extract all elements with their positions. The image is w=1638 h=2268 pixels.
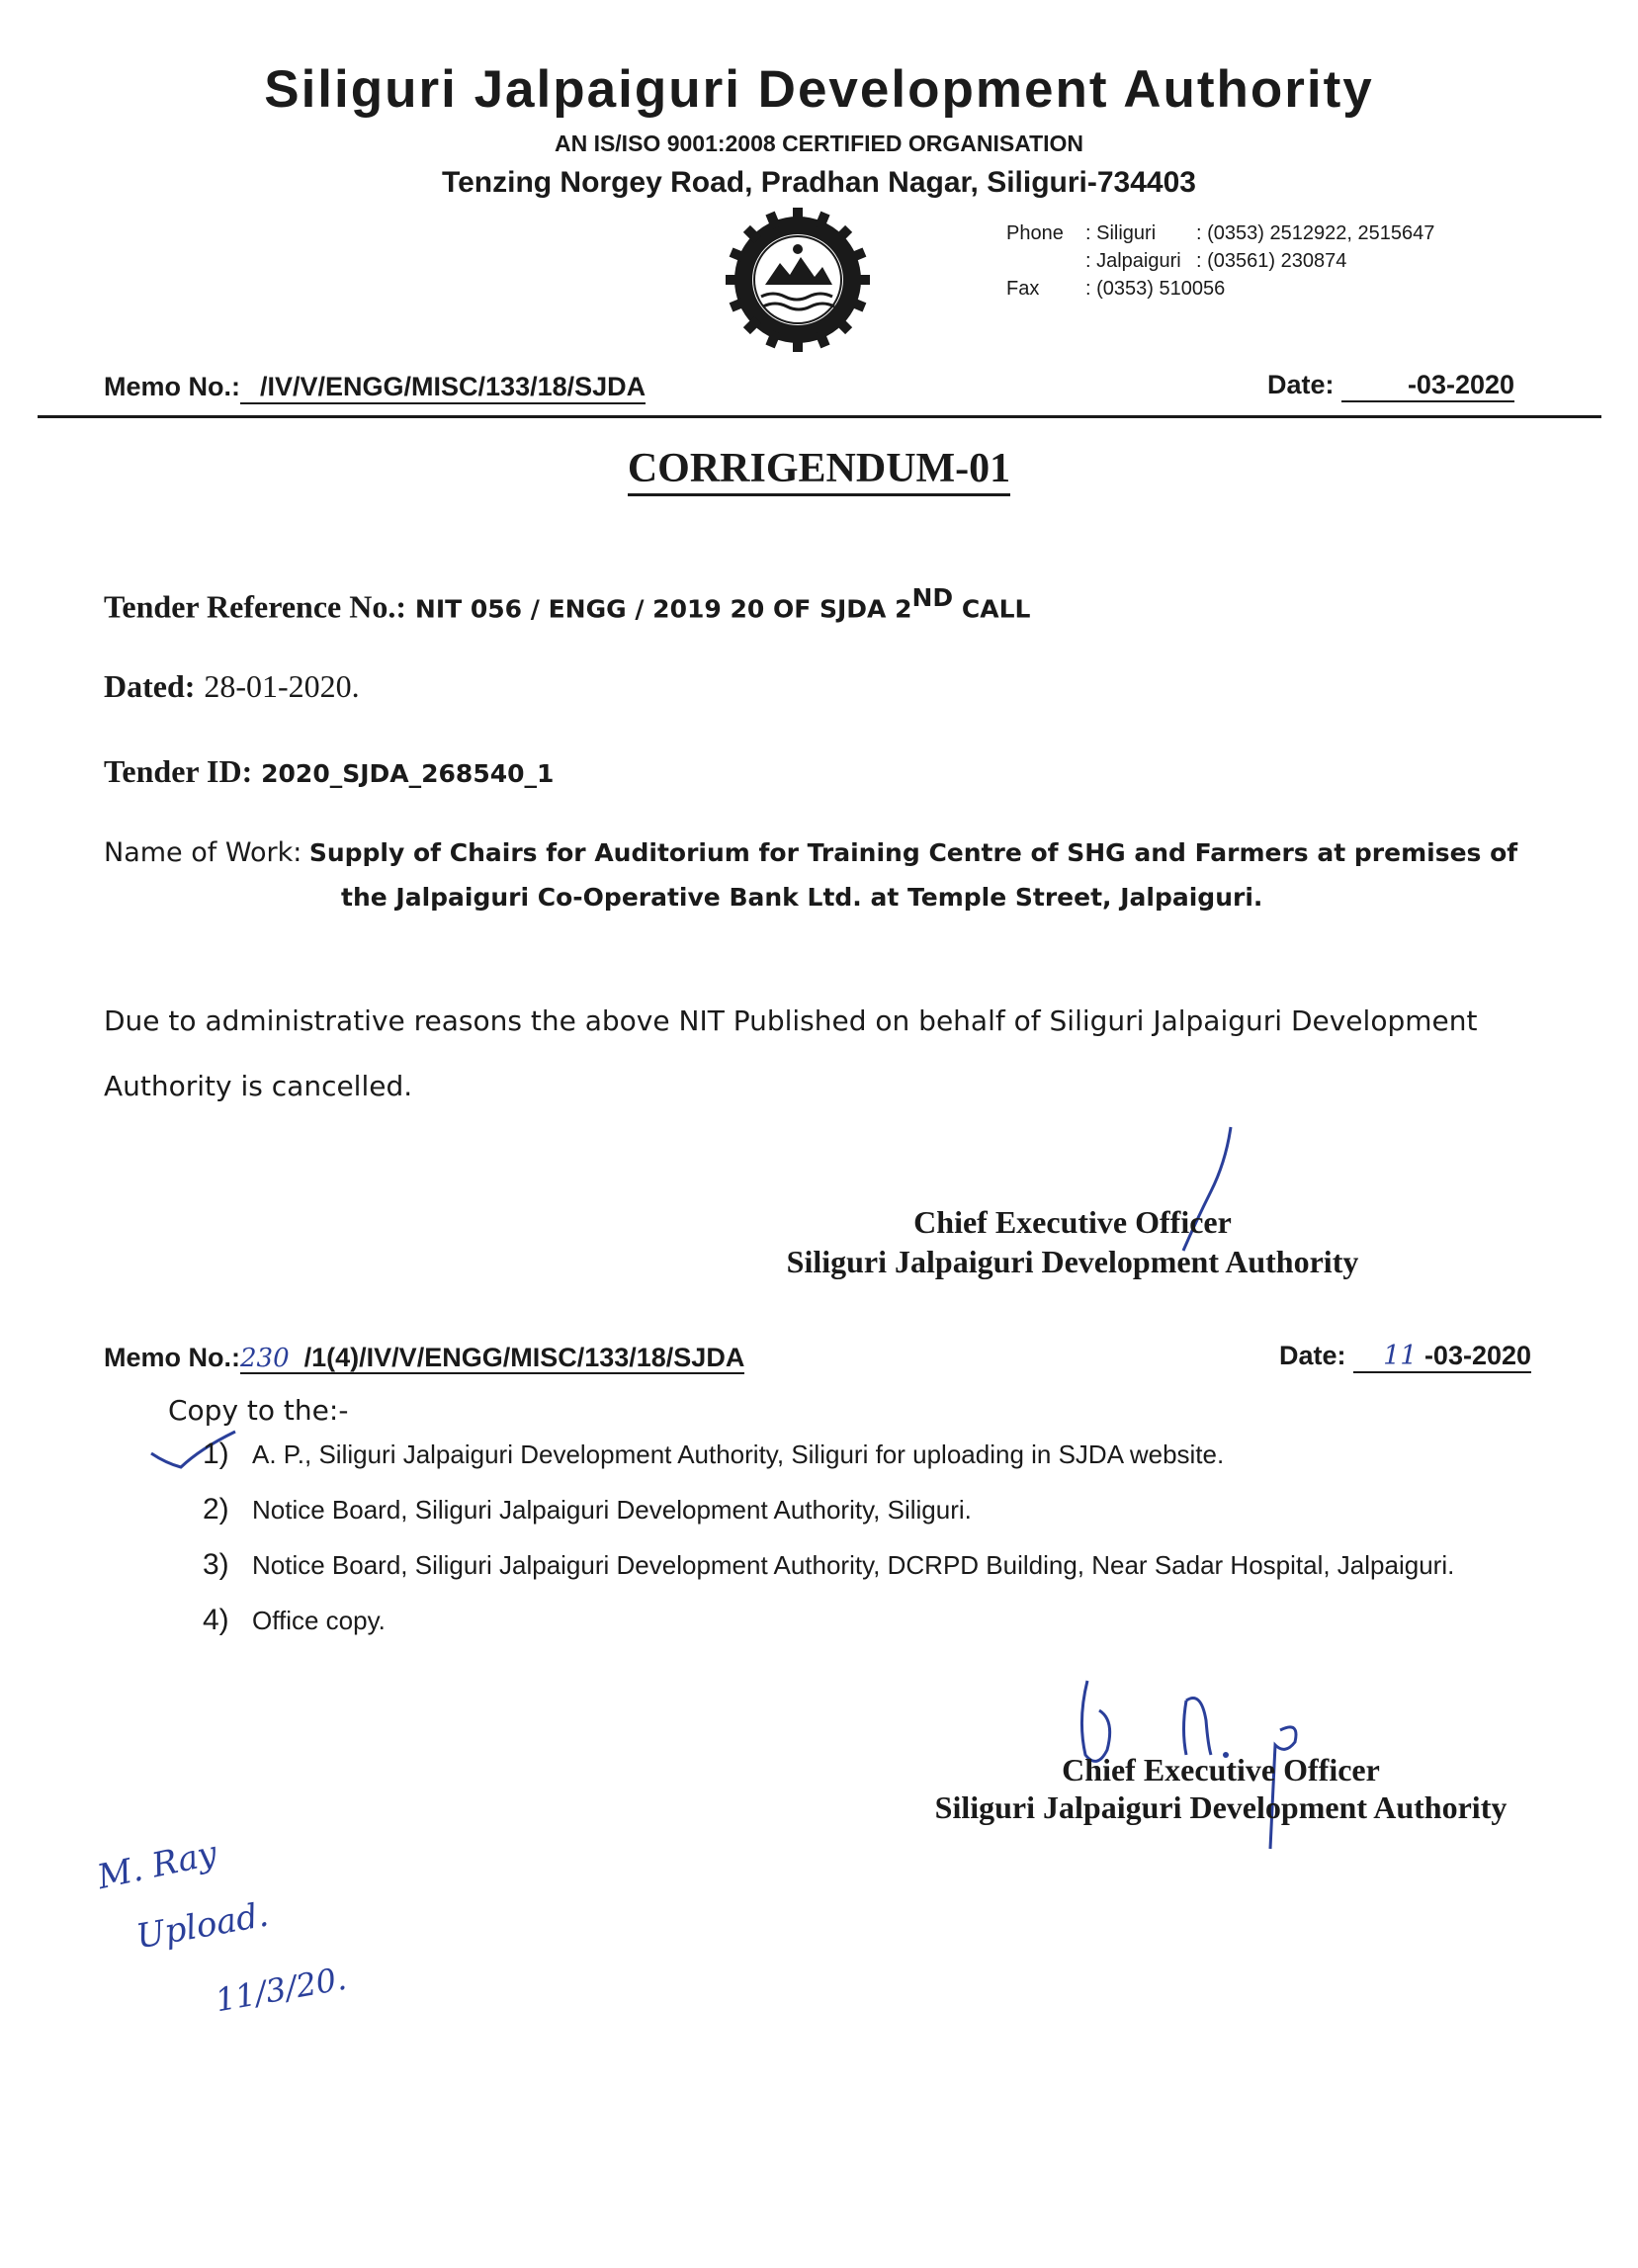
- header-divider: [38, 415, 1601, 418]
- sjda-emblem-icon: [726, 208, 870, 352]
- notice-line-1: Due to administrative reasons the above NIT Published on behalf of Siliguri Jalpaiguri Development: [104, 1004, 1478, 1037]
- memo-number-2: /1(4)/IV/V/ENGG/MISC/133/18/SJDA: [303, 1343, 745, 1372]
- handwritten-date: 11: [1383, 1341, 1418, 1371]
- notice-line-2: Authority is cancelled.: [104, 1070, 413, 1102]
- fax-label: Fax: [1006, 278, 1040, 300]
- memo-date-value-2: -03-2020: [1423, 1341, 1532, 1370]
- list-item-text: Notice Board, Siliguri Jalpaiguri Development Authority, DCRPD Building, Near Sadar Hospital, Jalpaiguri.: [252, 1550, 1455, 1580]
- list-item-number: 2): [203, 1493, 229, 1526]
- list-item: [203, 1606, 1587, 1635]
- tender-dated: [104, 668, 360, 705]
- list-item-text: Notice Board, Siliguri Jalpaiguri Development Authority, Siliguri.: [252, 1495, 972, 1525]
- cancellation-notice: [104, 989, 1587, 1119]
- address-line: Tenzing Norgey Road, Pradhan Nagar, Siliguri-734403: [442, 166, 1196, 199]
- phone-label: Phone: [1006, 222, 1064, 244]
- tender-reference-sup: ND: [911, 583, 954, 612]
- memo-label-2: Memo No.:: [104, 1343, 240, 1372]
- list-item-text: A. P., Siliguri Jalpaiguri Development Authority, Siliguri for uploading in SJDA website.: [252, 1439, 1225, 1469]
- memo-number-line-2: [104, 1343, 744, 1373]
- tender-reference-suffix: CALL: [953, 594, 1031, 624]
- memo-date-2: [1353, 1341, 1531, 1373]
- signatory-org-2: Siliguri Jalpaiguri Development Authority: [934, 1789, 1508, 1825]
- date-label-2: Date:: [1279, 1341, 1346, 1370]
- memo-label: Memo No.:: [104, 372, 240, 401]
- tender-reference: [104, 583, 1030, 626]
- document-title: [0, 445, 1638, 492]
- memo-date: -03-2020: [1341, 370, 1514, 402]
- organisation-name: Siliguri Jalpaiguri Development Authority: [264, 60, 1374, 119]
- memo-date-line: [1267, 370, 1514, 402]
- contact-block: [1006, 219, 1434, 303]
- work-line-1: Supply of Chairs for Auditorium for Training Centre of SHG and Farmers at premises of: [308, 838, 1518, 867]
- jalpaiguri-label: : Jalpaiguri: [1085, 250, 1181, 272]
- list-item: [203, 1495, 1587, 1525]
- list-item-text: Office copy.: [252, 1606, 386, 1635]
- work-label: Name of Work:: [104, 837, 302, 868]
- handwritten-note-line-1: M. Ray: [94, 1833, 220, 1898]
- handwritten-note-line-3: 11/3/20.: [213, 1959, 350, 2020]
- tender-id: [104, 753, 554, 790]
- memo-date-line-2: [1279, 1341, 1531, 1373]
- dated-value: 28-01-2020.: [204, 668, 360, 704]
- memo-number: /IV/V/ENGG/MISC/133/18/SJDA: [240, 372, 646, 404]
- handwritten-memo-number: 230: [240, 1344, 290, 1373]
- dated-label: Dated:: [104, 668, 196, 704]
- jalpaiguri-phone: : (03561) 230874: [1196, 250, 1347, 272]
- document-title-text: CORRIGENDUM-01: [628, 446, 1010, 496]
- list-item: [203, 1550, 1587, 1580]
- list-item-number: 3): [203, 1548, 229, 1581]
- memo-number-line: [104, 372, 646, 404]
- work-line-2: the Jalpaiguri Co-Operative Bank Ltd. at Temple Street, Jalpaiguri.: [341, 883, 1263, 912]
- signatory-designation-2: Chief Executive Officer: [1062, 1752, 1380, 1788]
- tender-id-label: Tender ID:: [104, 753, 253, 789]
- tender-reference-label: Tender Reference No.:: [104, 588, 406, 625]
- tender-reference-value: NIT 056 / ENGG / 2019 20 OF SJDA 2: [414, 594, 912, 624]
- handwritten-note-line-2: Upload.: [133, 1894, 272, 1958]
- copy-to-heading: Copy to the:-: [168, 1394, 349, 1427]
- certification-line: AN IS/ISO 9001:2008 CERTIFIED ORGANISATION: [554, 131, 1084, 156]
- name-of-work: [104, 830, 1557, 919]
- list-item-number: 4): [203, 1604, 229, 1636]
- fax-value: : (0353) 510056: [1085, 278, 1226, 300]
- date-label: Date:: [1267, 370, 1335, 399]
- signatory-org-1: Siliguri Jalpaiguri Development Authority: [786, 1244, 1359, 1279]
- tender-id-value: 2020_SJDA_268540_1: [261, 759, 555, 788]
- signatory-designation-1: Chief Executive Officer: [913, 1204, 1232, 1240]
- list-item: [203, 1439, 1587, 1469]
- siliguri-label: : Siliguri: [1085, 222, 1157, 244]
- list-item-number: 1): [203, 1438, 229, 1470]
- siliguri-phone: : (0353) 2512922, 2515647: [1196, 222, 1435, 244]
- copy-to-list: [203, 1439, 1587, 1661]
